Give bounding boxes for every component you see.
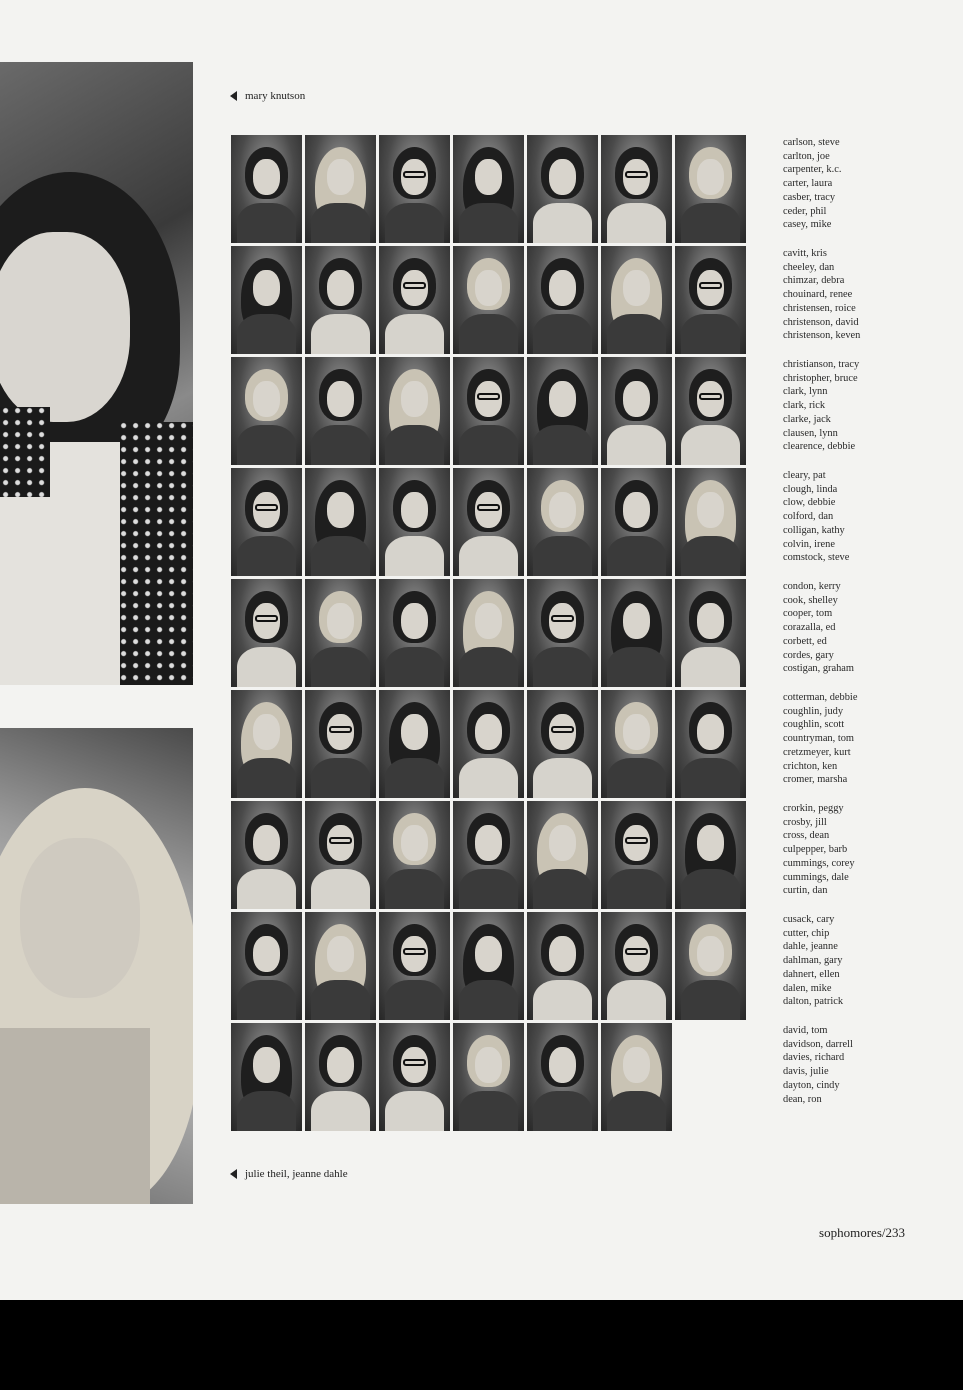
student-name: christianson, tracy (783, 359, 860, 370)
student-portrait (453, 246, 524, 354)
student-portrait (453, 468, 524, 576)
student-portrait (527, 468, 598, 576)
student-name: comstock, steve (783, 552, 850, 564)
name-list (783, 469, 953, 565)
student-portrait (453, 135, 524, 243)
student-portrait (379, 246, 450, 354)
student-portrait (601, 801, 672, 909)
portrait-row (231, 246, 746, 354)
student-name: christensen, roice (783, 302, 856, 314)
student-portrait (601, 912, 672, 1020)
student-portrait (305, 912, 376, 1020)
student-name: davis, julie (783, 1066, 829, 1078)
portrait-row (231, 1023, 746, 1131)
student-portrait (231, 135, 302, 243)
student-portrait (231, 246, 302, 354)
student-portrait (601, 246, 672, 354)
student-portrait (305, 801, 376, 909)
student-name: coughlin, judy (783, 705, 844, 717)
name-list (783, 1024, 953, 1106)
student-name: corazalla, ed (783, 622, 836, 634)
caption-top (230, 90, 305, 102)
student-portrait (453, 357, 524, 465)
portrait-row (231, 912, 746, 1020)
student-portrait (675, 690, 746, 798)
left-arrow-icon (230, 91, 237, 101)
student-name: cooper, tom (783, 608, 833, 620)
name-list (783, 358, 953, 454)
student-name: condon, kerry (783, 581, 841, 592)
portrait-row (231, 357, 746, 465)
student-name: carlton, joe (783, 150, 830, 162)
page-folio: sophomores/233 (819, 1225, 905, 1240)
student-portrait (379, 579, 450, 687)
student-name: dean, ron (783, 1093, 822, 1105)
student-name: carlson, steve (783, 137, 840, 148)
student-portrait (231, 912, 302, 1020)
student-portrait (601, 135, 672, 243)
student-name: dahnert, ellen (783, 968, 840, 980)
student-name: crichton, ken (783, 760, 838, 772)
student-name: colligan, kathy (783, 524, 845, 536)
candid-photo-top (0, 62, 193, 685)
student-name: clow, debbie (783, 497, 836, 509)
student-name: cromer, marsha (783, 774, 848, 786)
student-name: christenson, keven (783, 330, 861, 342)
student-portrait (527, 246, 598, 354)
student-name: chouinard, renee (783, 289, 853, 301)
student-portrait (453, 801, 524, 909)
student-portrait (305, 1023, 376, 1131)
student-name: cordes, gary (783, 649, 834, 661)
student-portrait (305, 246, 376, 354)
student-portrait (379, 690, 450, 798)
student-portrait (231, 468, 302, 576)
student-name: crorkin, peggy (783, 803, 844, 814)
student-portrait (379, 1023, 450, 1131)
student-name: clearence, debbie (783, 441, 856, 453)
student-portrait (675, 579, 746, 687)
student-name: cook, shelley (783, 594, 838, 606)
student-portrait (527, 1023, 598, 1131)
student-name: davies, richard (783, 1052, 845, 1064)
student-portrait (305, 357, 376, 465)
name-list (783, 913, 953, 1009)
student-portrait (601, 1023, 672, 1131)
student-name: dahlman, gary (783, 955, 843, 967)
student-name: clough, linda (783, 483, 838, 495)
left-arrow-icon (230, 1169, 237, 1179)
student-portrait (231, 801, 302, 909)
student-name: christopher, bruce (783, 372, 858, 384)
student-portrait (527, 690, 598, 798)
student-portrait (379, 912, 450, 1020)
student-name: clarke, jack (783, 413, 831, 425)
student-portrait (527, 357, 598, 465)
student-portrait (453, 912, 524, 1020)
student-name: dahle, jeanne (783, 941, 838, 953)
student-portrait (675, 357, 746, 465)
student-portrait (305, 579, 376, 687)
student-portrait (675, 912, 746, 1020)
student-name: culpepper, barb (783, 844, 848, 856)
portrait-row (231, 135, 746, 243)
name-list (783, 247, 953, 343)
student-portrait (675, 801, 746, 909)
student-portrait (453, 579, 524, 687)
student-portrait (675, 468, 746, 576)
name-list (783, 691, 953, 787)
student-portrait (231, 579, 302, 687)
student-portrait (453, 690, 524, 798)
student-portrait (231, 357, 302, 465)
student-name: cretzmeyer, kurt (783, 746, 851, 758)
student-name: cummings, corey (783, 857, 855, 869)
name-list (783, 580, 953, 676)
student-portrait (527, 579, 598, 687)
student-name: cleary, pat (783, 470, 826, 481)
name-list (783, 802, 953, 898)
student-portrait (453, 1023, 524, 1131)
student-name: chimzar, debra (783, 275, 845, 287)
name-list (783, 136, 953, 232)
student-portrait (601, 690, 672, 798)
student-portrait (305, 690, 376, 798)
student-portrait (231, 690, 302, 798)
student-portrait (675, 246, 746, 354)
student-portrait (527, 912, 598, 1020)
student-name: david, tom (783, 1025, 828, 1036)
student-name: costigan, graham (783, 663, 854, 675)
student-name: carpenter, k.c. (783, 164, 842, 176)
student-portrait (601, 468, 672, 576)
student-portrait (601, 357, 672, 465)
student-portrait (305, 468, 376, 576)
student-name: corbett, ed (783, 635, 827, 647)
student-name: cusack, cary (783, 914, 835, 925)
student-name: dayton, cindy (783, 1079, 840, 1091)
student-name: colford, dan (783, 511, 834, 523)
student-name: cross, dean (783, 830, 830, 842)
student-name: casey, mike (783, 219, 832, 231)
student-portrait (379, 357, 450, 465)
student-name: carter, laura (783, 178, 833, 190)
student-portrait (379, 135, 450, 243)
candid-photo-bottom (0, 728, 193, 1204)
student-name: davidson, darrell (783, 1038, 853, 1050)
student-name: clausen, lynn (783, 427, 838, 439)
student-name: cutter, chip (783, 927, 830, 939)
portrait-row (231, 690, 746, 798)
student-name: colvin, irene (783, 538, 835, 550)
student-portrait (527, 135, 598, 243)
student-name: cavitt, kris (783, 248, 827, 259)
student-portrait (379, 801, 450, 909)
student-portrait (675, 135, 746, 243)
bottom-bar (0, 1300, 963, 1390)
student-name: ceder, phil (783, 205, 827, 217)
caption-top-text: mary knutson (245, 90, 306, 102)
student-portrait (305, 135, 376, 243)
portrait-row (231, 801, 746, 909)
student-name: crosby, jill (783, 816, 827, 828)
student-name: casber, tracy (783, 191, 836, 203)
student-portrait (379, 468, 450, 576)
student-portrait (527, 801, 598, 909)
student-name: cheeley, dan (783, 261, 835, 273)
student-name: countryman, tom (783, 733, 854, 745)
student-name: coughlin, scott (783, 719, 845, 731)
student-name: dalen, mike (783, 982, 832, 994)
student-name: dalton, patrick (783, 996, 844, 1008)
student-name: cummings, dale (783, 871, 849, 883)
caption-bottom (230, 1168, 348, 1180)
portrait-row (231, 468, 746, 576)
portrait-grid (231, 135, 746, 1134)
student-name: curtin, dan (783, 885, 828, 897)
student-portrait (231, 1023, 302, 1131)
portrait-row (231, 579, 746, 687)
student-name: cotterman, debbie (783, 692, 858, 703)
student-name: clark, lynn (783, 386, 828, 398)
student-portrait (601, 579, 672, 687)
student-name: clark, rick (783, 400, 826, 412)
caption-bottom-text: julie theil, jeanne dahle (245, 1168, 348, 1180)
student-name: christenson, david (783, 316, 859, 328)
